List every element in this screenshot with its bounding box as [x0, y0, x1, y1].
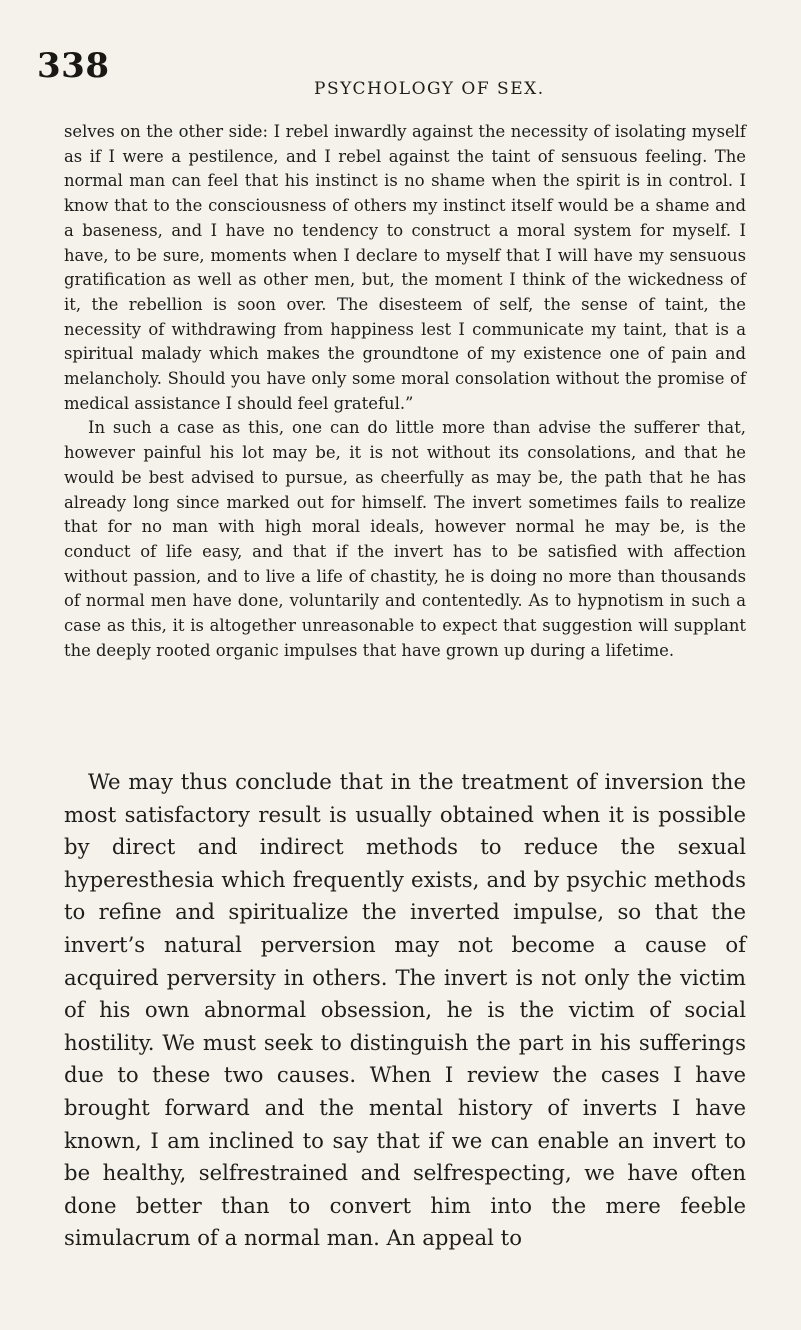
page-number: 338	[37, 46, 110, 86]
paragraph-advice: In such a case as this, one can do little more than advise the sufferer that, however painful his lot may be, it is not without its consolations, and that he would be best advised to pursue, as cheerfully as may be, the path that he has already long since marked out for himself. The invert sometimes fails to realize that for no man with high moral ideals, however normal he may be, is the conduct of life easy, and that if the invert has to be satisfied with affection without passion, and to live a life of chastity, he is doing no more than thousands of normal men have done, voluntarily and contentedly. As to hypnotism in such a case as this, it is altogether unreasonable to expect that suggestion will supplant the deeply rooted organic impulses that have grown up during a lifetime.	[64, 418, 746, 660]
main-text-block	[64, 766, 746, 1255]
quoted-letter-block	[64, 120, 746, 663]
paragraph-quote-continuation: selves on the other side: I rebel inwardly against the necessity of isolating myself as if I were a pestilence, and I rebel against the taint of sensuous feeling. The normal man can feel that his instinct is no shame when the spirit is in control. I know that to the consciousness of others my instinct itself would be a shame and a baseness, and I have no tendency to construct a moral system for myself. I have, to be sure, moments when I declare to myself that I will have my sensuous gratification as well as other men, but, the moment I think of the wickedness of it, the rebellion is soon over. The disesteem of self, the sense of taint, the necessity of withdrawing from happiness lest I communicate my taint, that is a spiritual malady which makes the groundtone of my existence one of pain and melancholy. Should you have only some moral consolation without the promise of medical assistance I should feel grateful.”	[64, 122, 746, 413]
running-head: PSYCHOLOGY OF SEX.	[314, 79, 545, 99]
paragraph-conclusion: We may thus conclude that in the treatment of inversion the most satisfactory result is usually obtained when it is possible by direct and indirect methods to reduce the sexual hyperesthesia which frequently exists, and by psychic methods to refine and spiritualize the inverted impulse, so that the invert’s natural perversion may not become a cause of acquired perversity in others. The invert is not only the victim of his own abnormal obsession, he is the victim of social hostility. We must seek to distinguish the part in his sufferings due to these two causes. When I review the cases I have brought forward and the mental history of inverts I have known, I am inclined to say that if we can enable an invert to be healthy, selfrestrained and selfrespecting, we have often done better than to convert him into the mere feeble simulacrum of a normal man. An appeal to	[64, 769, 746, 1251]
